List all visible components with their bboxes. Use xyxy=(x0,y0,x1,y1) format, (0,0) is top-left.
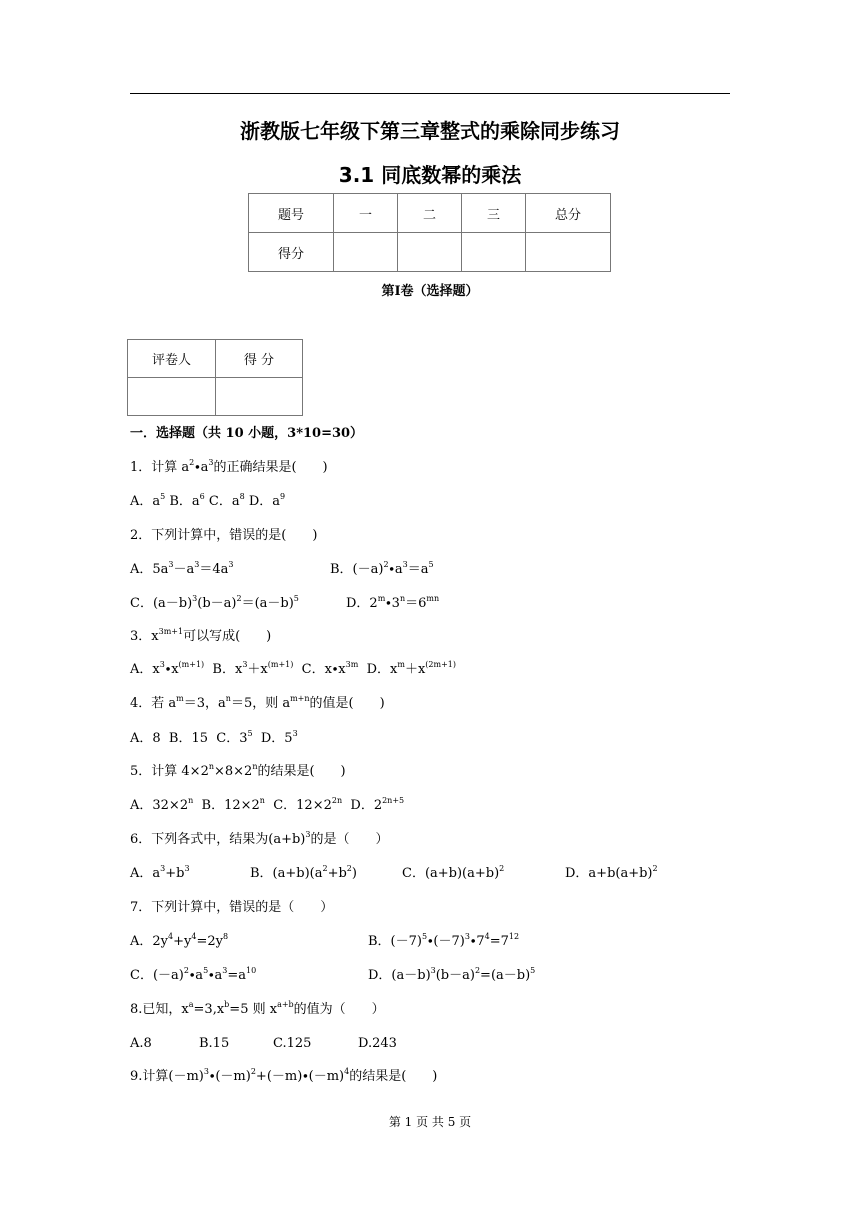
grader-table-input-row xyxy=(128,378,303,416)
score-table-score-row xyxy=(249,233,611,272)
score-header-cell: 一 xyxy=(334,194,398,233)
section-heading: 一．选择题（共 10 小题，3*10=30） xyxy=(130,426,364,441)
question-7-stem: 7．下列计算中，错误的是（ ） xyxy=(130,900,334,915)
score-cell[interactable] xyxy=(334,233,398,272)
score-header-cell: 三 xyxy=(462,194,526,233)
grader-label: 评卷人 xyxy=(128,340,216,378)
question-4-options: A．8 B．15 C．$3^5$ D．$5^3$ xyxy=(130,729,298,746)
question-6-option-d: D．$a+b(a+b)^2$ xyxy=(565,864,658,881)
question-8-option-c: C.125 xyxy=(273,1036,312,1051)
question-7-option-d: D．$(a-b)^3(b-a)^2=(a-b)^5$ xyxy=(368,966,536,983)
question-3-stem: 3．$x^{3m+1}$可以写成( ) xyxy=(130,627,272,644)
question-6-option-c: C．$(a+b)(a+b)^2$ xyxy=(402,864,505,881)
question-5-stem: 5．计算 $4\times 2^n\times 8\times 2^n$的结果是( ) xyxy=(130,762,346,779)
question-8-option-a: A.8 xyxy=(130,1036,152,1051)
question-7-option-c: C．$(-a)^2\cdot a^5\cdot a^3=a^{10}$ xyxy=(130,966,257,983)
score-table xyxy=(248,193,611,272)
score-cell[interactable] xyxy=(398,233,462,272)
question-1-options: A．$a^5$ B．$a^6$ C．$a^8$ D．$a^9$ xyxy=(130,492,286,509)
question-8-stem: 8.已知，$x^a=3,x^b=5$ 则 $x^{a+b}$的值为（ ） xyxy=(130,1000,385,1017)
question-2-option-a: A．$5a^3-a^3=4a^3$ xyxy=(130,560,234,577)
question-6-option-b: B．$(a+b)(a^2+b^2)$ xyxy=(250,864,357,881)
question-4-stem: 4．若 $a^m=3$，$a^n=5$，则 $a^{m+n}$的值是( ) xyxy=(130,694,385,711)
section-subtitle: 3.1 同底数幂的乘法 xyxy=(338,163,522,187)
question-7-option-a: A．$2y^4+y^4=2y^8$ xyxy=(130,932,229,949)
question-6-stem: 6．下列各式中，结果为$(a+b)^3$的是（ ） xyxy=(130,830,389,847)
grader-score-cell[interactable] xyxy=(216,378,303,416)
grader-table-header-row xyxy=(128,340,303,378)
score-header-cell: 二 xyxy=(398,194,462,233)
question-3-options: A．$x^3\cdot x^{(m+1)}$ B．$x^3+x^{(m+1)}$ C．$x\cdot x^{3m}$ D．$x^m+x^{(2m+1)}$ xyxy=(130,660,457,677)
grader-cell[interactable] xyxy=(128,378,216,416)
score-cell[interactable] xyxy=(462,233,526,272)
score-row-label: 得分 xyxy=(249,233,334,272)
question-2-option-c: C．$(a-b)^3(b-a)^2=(a-b)^5$ xyxy=(130,594,299,611)
question-7-option-b: B．$(-7)^5\cdot(-7)^3\cdot 7^4=7^{12}$ xyxy=(368,932,520,949)
page-footer: 第 1 页 共 5 页 xyxy=(388,1115,472,1129)
score-cell[interactable] xyxy=(526,233,611,272)
question-2-stem: 2．下列计算中，错误的是( ) xyxy=(130,528,318,543)
score-header-cell: 题号 xyxy=(249,194,334,233)
part-title: 第Ⅰ卷（选择题） xyxy=(381,284,479,299)
question-6-option-a: A．$a^3+b^3$ xyxy=(130,864,190,881)
score-label: 得 分 xyxy=(216,340,303,378)
document-title: 浙教版七年级下第三章整式的乘除同步练习 xyxy=(240,119,620,143)
question-5-options: A．$32\times 2^n$ B．$12\times 2^n$ C．$12\times 2^{2n}$ D．$2^{2n+5}$ xyxy=(130,796,405,813)
question-1-stem: 1．计算 $a^2\cdot a^3$的正确结果是( ) xyxy=(130,458,328,475)
question-8-option-b: B.15 xyxy=(199,1036,230,1051)
grader-table xyxy=(127,339,303,416)
header-rule xyxy=(130,93,730,94)
score-table-header-row xyxy=(249,194,611,233)
question-2-option-d: D．$2^m\cdot 3^n=6^{mn}$ xyxy=(346,594,440,611)
question-8-option-d: D.243 xyxy=(358,1036,397,1051)
score-header-cell: 总分 xyxy=(526,194,611,233)
question-2-option-b: B．$(-a)^2\cdot a^3=a^5$ xyxy=(330,560,434,577)
question-9-stem: 9.计算$(-m)^3\cdot(-m)^2+(-m)\cdot(-m)^4$的结果是( ) xyxy=(130,1067,438,1084)
